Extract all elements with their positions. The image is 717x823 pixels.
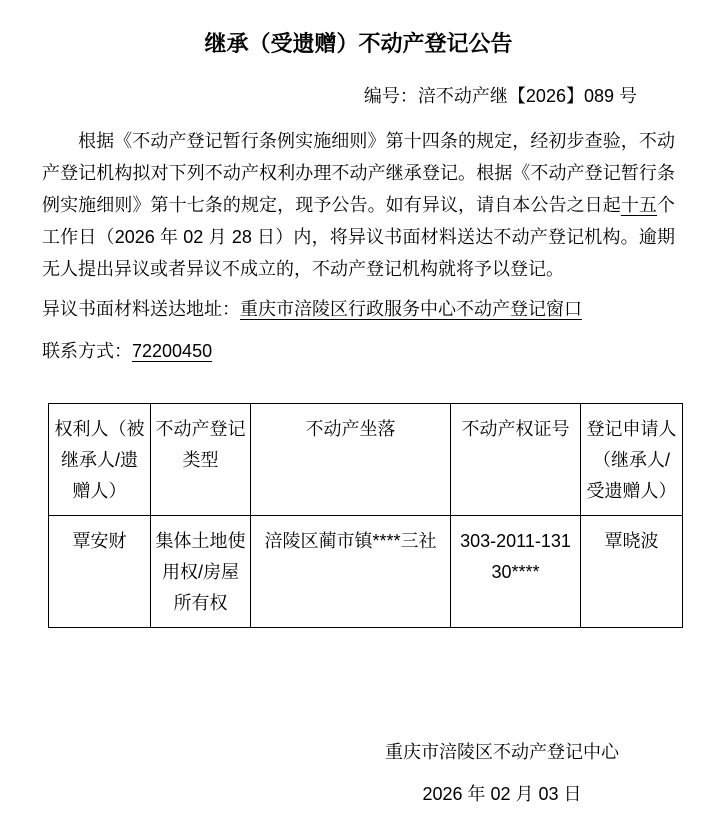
issuing-organization: 重庆市涪陵区不动产登记中心 — [385, 742, 619, 762]
doc-number: 编号：涪不动产继【2026】089 号 — [363, 86, 637, 106]
issue-date: 2026 年 02 月 03 日 — [422, 784, 582, 804]
notice-text-after: 个工作日（2026 年 02 月 28 日）内，将异议书面材料送达不动产登记机构。逾期无人提出异议或者异议不成立的，不动产登记机构就将予以登记。 — [42, 195, 676, 279]
contact-label: 联系方式： — [42, 341, 132, 361]
address-value: 重庆市涪陵区行政服务中心不动产登记窗口 — [240, 299, 582, 319]
page-title: 继承（受遗赠）不动产登记公告 — [204, 31, 513, 56]
notice-paragraph — [42, 125, 675, 285]
header-registration-type: 不动产登记类型 — [151, 404, 251, 516]
header-right-holder: 权利人（被继承人/遗赠人） — [49, 404, 151, 516]
header-property-location: 不动产坐落 — [251, 404, 451, 516]
header-applicant: 登记申请人（继承人/受遗赠人） — [581, 404, 683, 516]
table-row — [49, 516, 683, 628]
cell-property-location: 涪陵区蔺市镇****三社 — [251, 516, 451, 628]
table-header-row — [49, 404, 683, 516]
cell-certificate-number: 303-2011-13130**** — [451, 516, 581, 628]
cell-registration-type: 集体土地使用权/房屋所有权 — [151, 516, 251, 628]
cell-applicant: 覃晓波 — [581, 516, 683, 628]
header-certificate-number: 不动产权证号 — [451, 404, 581, 516]
notice-text-before: 根据《不动产登记暂行条例实施细则》第十四条的规定，经初步查验，不动产登记机构拟对下列不动产权利办理不动产继承登记。根据《不动产登记暂行条例实施细则》第十七条的规定，现予公告。如有异议，请自本公告之日起 — [42, 131, 675, 215]
contact-value: 72200450 — [132, 341, 213, 361]
contact-line — [42, 335, 675, 367]
address-label: 异议书面材料送达地址： — [42, 299, 240, 319]
cell-right-holder: 覃安财 — [49, 516, 151, 628]
objection-address-line — [42, 293, 675, 325]
signature-block — [352, 738, 652, 808]
registration-table — [48, 403, 683, 628]
deadline-days: 十五 — [620, 195, 658, 215]
